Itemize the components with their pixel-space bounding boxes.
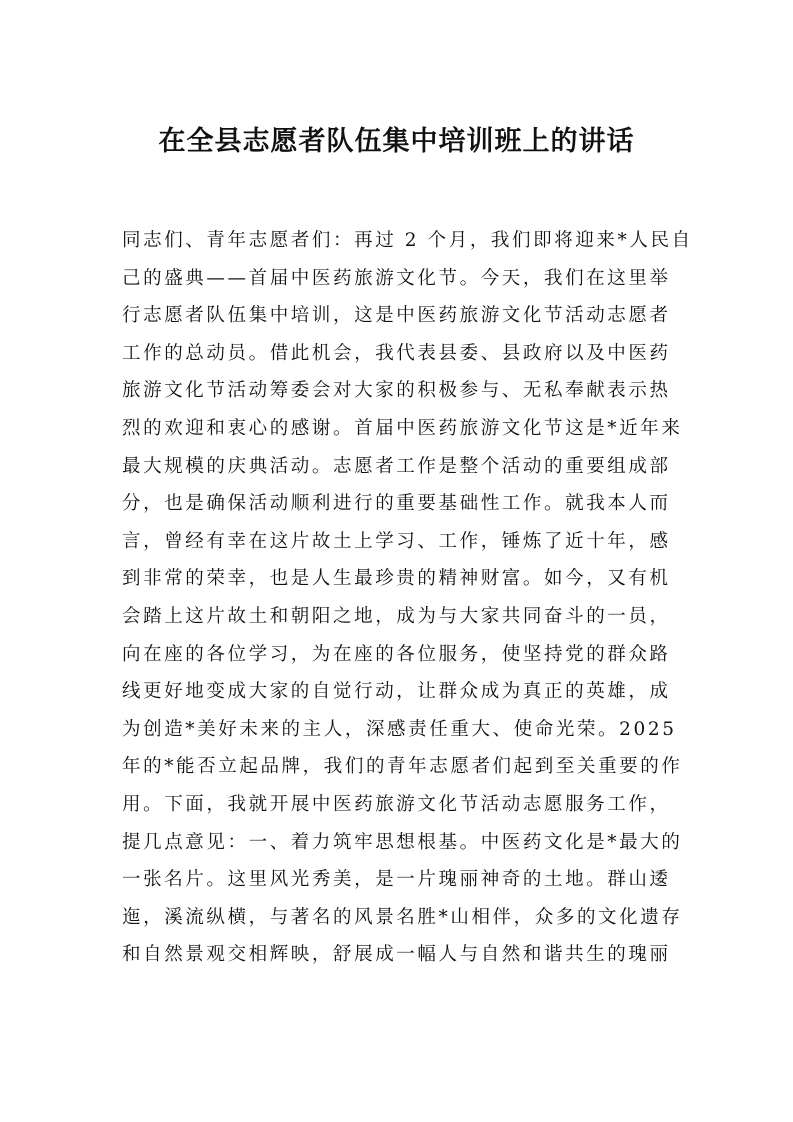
body-line: 会踏上这片故土和朝阳之地，成为与大家共同奋斗的一员， xyxy=(122,605,671,627)
body-line: 一张名片。这里风光秀美，是一片瑰丽神奇的土地。群山逶 xyxy=(122,869,671,891)
body-line: 分，也是确保活动顺利进行的重要基础性工作。就我本人而 xyxy=(122,493,671,515)
body-line: 和自然景观交相辉映，舒展成一幅人与自然和谐共生的瑰丽 xyxy=(122,944,671,966)
body-line: 到非常的荣幸，也是人生最珍贵的精神财富。如今，又有机 xyxy=(122,568,671,590)
speech-body xyxy=(122,222,693,974)
body-line: 最大规模的庆典活动。志愿者工作是整个活动的重要组成部 xyxy=(122,455,671,477)
body-line: 线更好地变成大家的自觉行动，让群众成为真正的英雄，成 xyxy=(122,681,671,703)
body-line: 提几点意见：一、着力筑牢思想根基。中医药文化是*最大的 xyxy=(122,831,683,853)
body-line: 迤，溪流纵横，与著名的风景名胜*山相伴，众多的文化遗存 xyxy=(122,906,683,928)
body-line: 烈的欢迎和衷心的感谢。首届中医药旅游文化节这是*近年来 xyxy=(122,417,683,439)
body-line: 用。下面，我就开展中医药旅游文化节活动志愿服务工作， xyxy=(122,793,671,815)
page-title: 在全县志愿者队伍集中培训班上的讲话 xyxy=(158,126,635,157)
body-line: 工作的总动员。借此机会，我代表县委、县政府以及中医药 xyxy=(122,342,671,364)
body-line: 言，曾经有幸在这片故土上学习、工作，锤炼了近十年，感 xyxy=(122,530,671,552)
body-line: 为创造*美好未来的主人，深感责任重大、使命光荣。2025 xyxy=(122,718,677,740)
body-line: 同志们、青年志愿者们：再过 2 个月，我们即将迎来*人民自 xyxy=(122,230,693,251)
body-line: 向在座的各位学习，为在座的各位服务，使坚持党的群众路 xyxy=(122,643,671,665)
body-line: 年的*能否立起品牌，我们的青年志愿者们起到至关重要的作 xyxy=(122,756,683,778)
body-line: 旅游文化节活动筹委会对大家的积极参与、无私奉献表示热 xyxy=(122,380,671,402)
body-line: 行志愿者队伍集中培训，这是中医药旅游文化节活动志愿者 xyxy=(122,305,671,327)
body-line: 己的盛典——首届中医药旅游文化节。今天，我们在这里举 xyxy=(122,267,671,289)
